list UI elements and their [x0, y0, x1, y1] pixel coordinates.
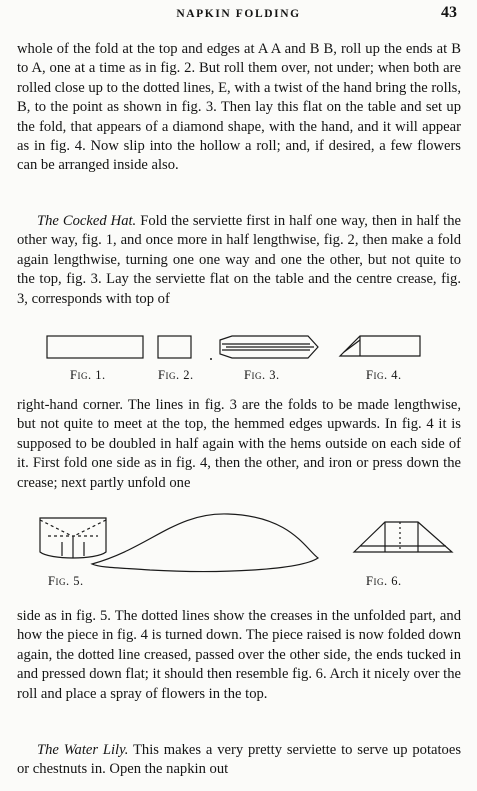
page-number: 43	[441, 4, 457, 21]
fig-2-rectangle	[158, 336, 191, 358]
figure-row-1-drawings	[0, 322, 477, 372]
paragraph-1-text: whole of the fold at the top and edges at A A and B B, roll up the ends at B to A, one at a time as in fig. 2. But roll them over, not under; when both are rolled close up to the dotted lines, E, with a twist of the hand bring the rolls, B, to the point as shown in fig. 3. Then lay this flat on the table and set up the fold, that appears of a diamond shape, with the hand, and it will appear as in fig. 4. Now slip into the hollow a roll; and, if desired, a few flowers can be arranged inside also.	[17, 41, 461, 174]
fig-2-caption: Fig. 2.	[158, 368, 194, 382]
fig-2-dot	[210, 358, 212, 360]
paragraph-1	[17, 40, 461, 176]
paragraph-cocked-hat	[17, 212, 461, 309]
fig-1-caption: Fig. 1.	[70, 368, 106, 382]
paragraph-4-block	[17, 607, 461, 704]
figure-row-1	[0, 322, 477, 384]
paragraph-water-lily	[17, 741, 461, 780]
running-title: NAPKIN FOLDING	[176, 8, 301, 20]
section-heading-water-lily: The Water Lily.	[37, 742, 129, 758]
paragraph-4-text: side as in fig. 5. The dotted lines show the creases in the unfolded part, and how the piece in fig. 4 is turned down. The piece raised is now folded down again, the dotted line creased, passed over the other side, the ends tucked in and pressed down flat; it should then resemble fig. 6. Arch it nicely over the roll and place a spray of flowers in the top.	[17, 608, 461, 702]
paragraph-2	[17, 212, 461, 309]
fig-5-caption: Fig. 5.	[48, 574, 84, 588]
paragraph-5	[17, 741, 461, 780]
fig-6-triangle	[354, 522, 452, 552]
fig-3-folded-strip	[220, 336, 318, 358]
section-heading-cocked-hat: The Cocked Hat.	[37, 213, 137, 229]
figure-row-2-drawings	[0, 508, 477, 580]
page-header	[0, 4, 477, 26]
paragraph-2-text: Fold the serviette first in half one way, then in half the other way, fig. 1, and once more in half lengthwise, fig. 2, then make a fold again lengthwise, turning one one way and one the other, but not quite to the top, fig. 3. Lay the serviette flat on the table and the centre crease, fig. 3, corresponds with top of	[17, 213, 461, 307]
fig-6-caption: Fig. 6.	[366, 574, 402, 588]
figure-row-2	[0, 508, 477, 598]
fig-4-sloped-piece	[340, 336, 420, 356]
fig-5-unfolded-piece	[40, 514, 318, 572]
paragraph-5-text: This makes a very pretty serviette to serve up potatoes or chestnuts in. Open the napkin out	[17, 742, 461, 778]
fig-1-rectangle	[47, 336, 143, 358]
fig-3-caption: Fig. 3.	[244, 368, 280, 382]
paragraph-3-block	[17, 396, 461, 493]
paragraph-3-text: right-hand corner. The lines in fig. 3 are the folds to be made lengthwise, but not quite to meet at the top, the hemmed edges upwards. In fig. 4 it is supposed to be doubled in half again with the hems outside on each side of it. First fold one side as in fig. 4, then the other, and iron or press down the crease; next partly unfold one	[17, 397, 461, 491]
fig-4-caption: Fig. 4.	[366, 368, 402, 382]
